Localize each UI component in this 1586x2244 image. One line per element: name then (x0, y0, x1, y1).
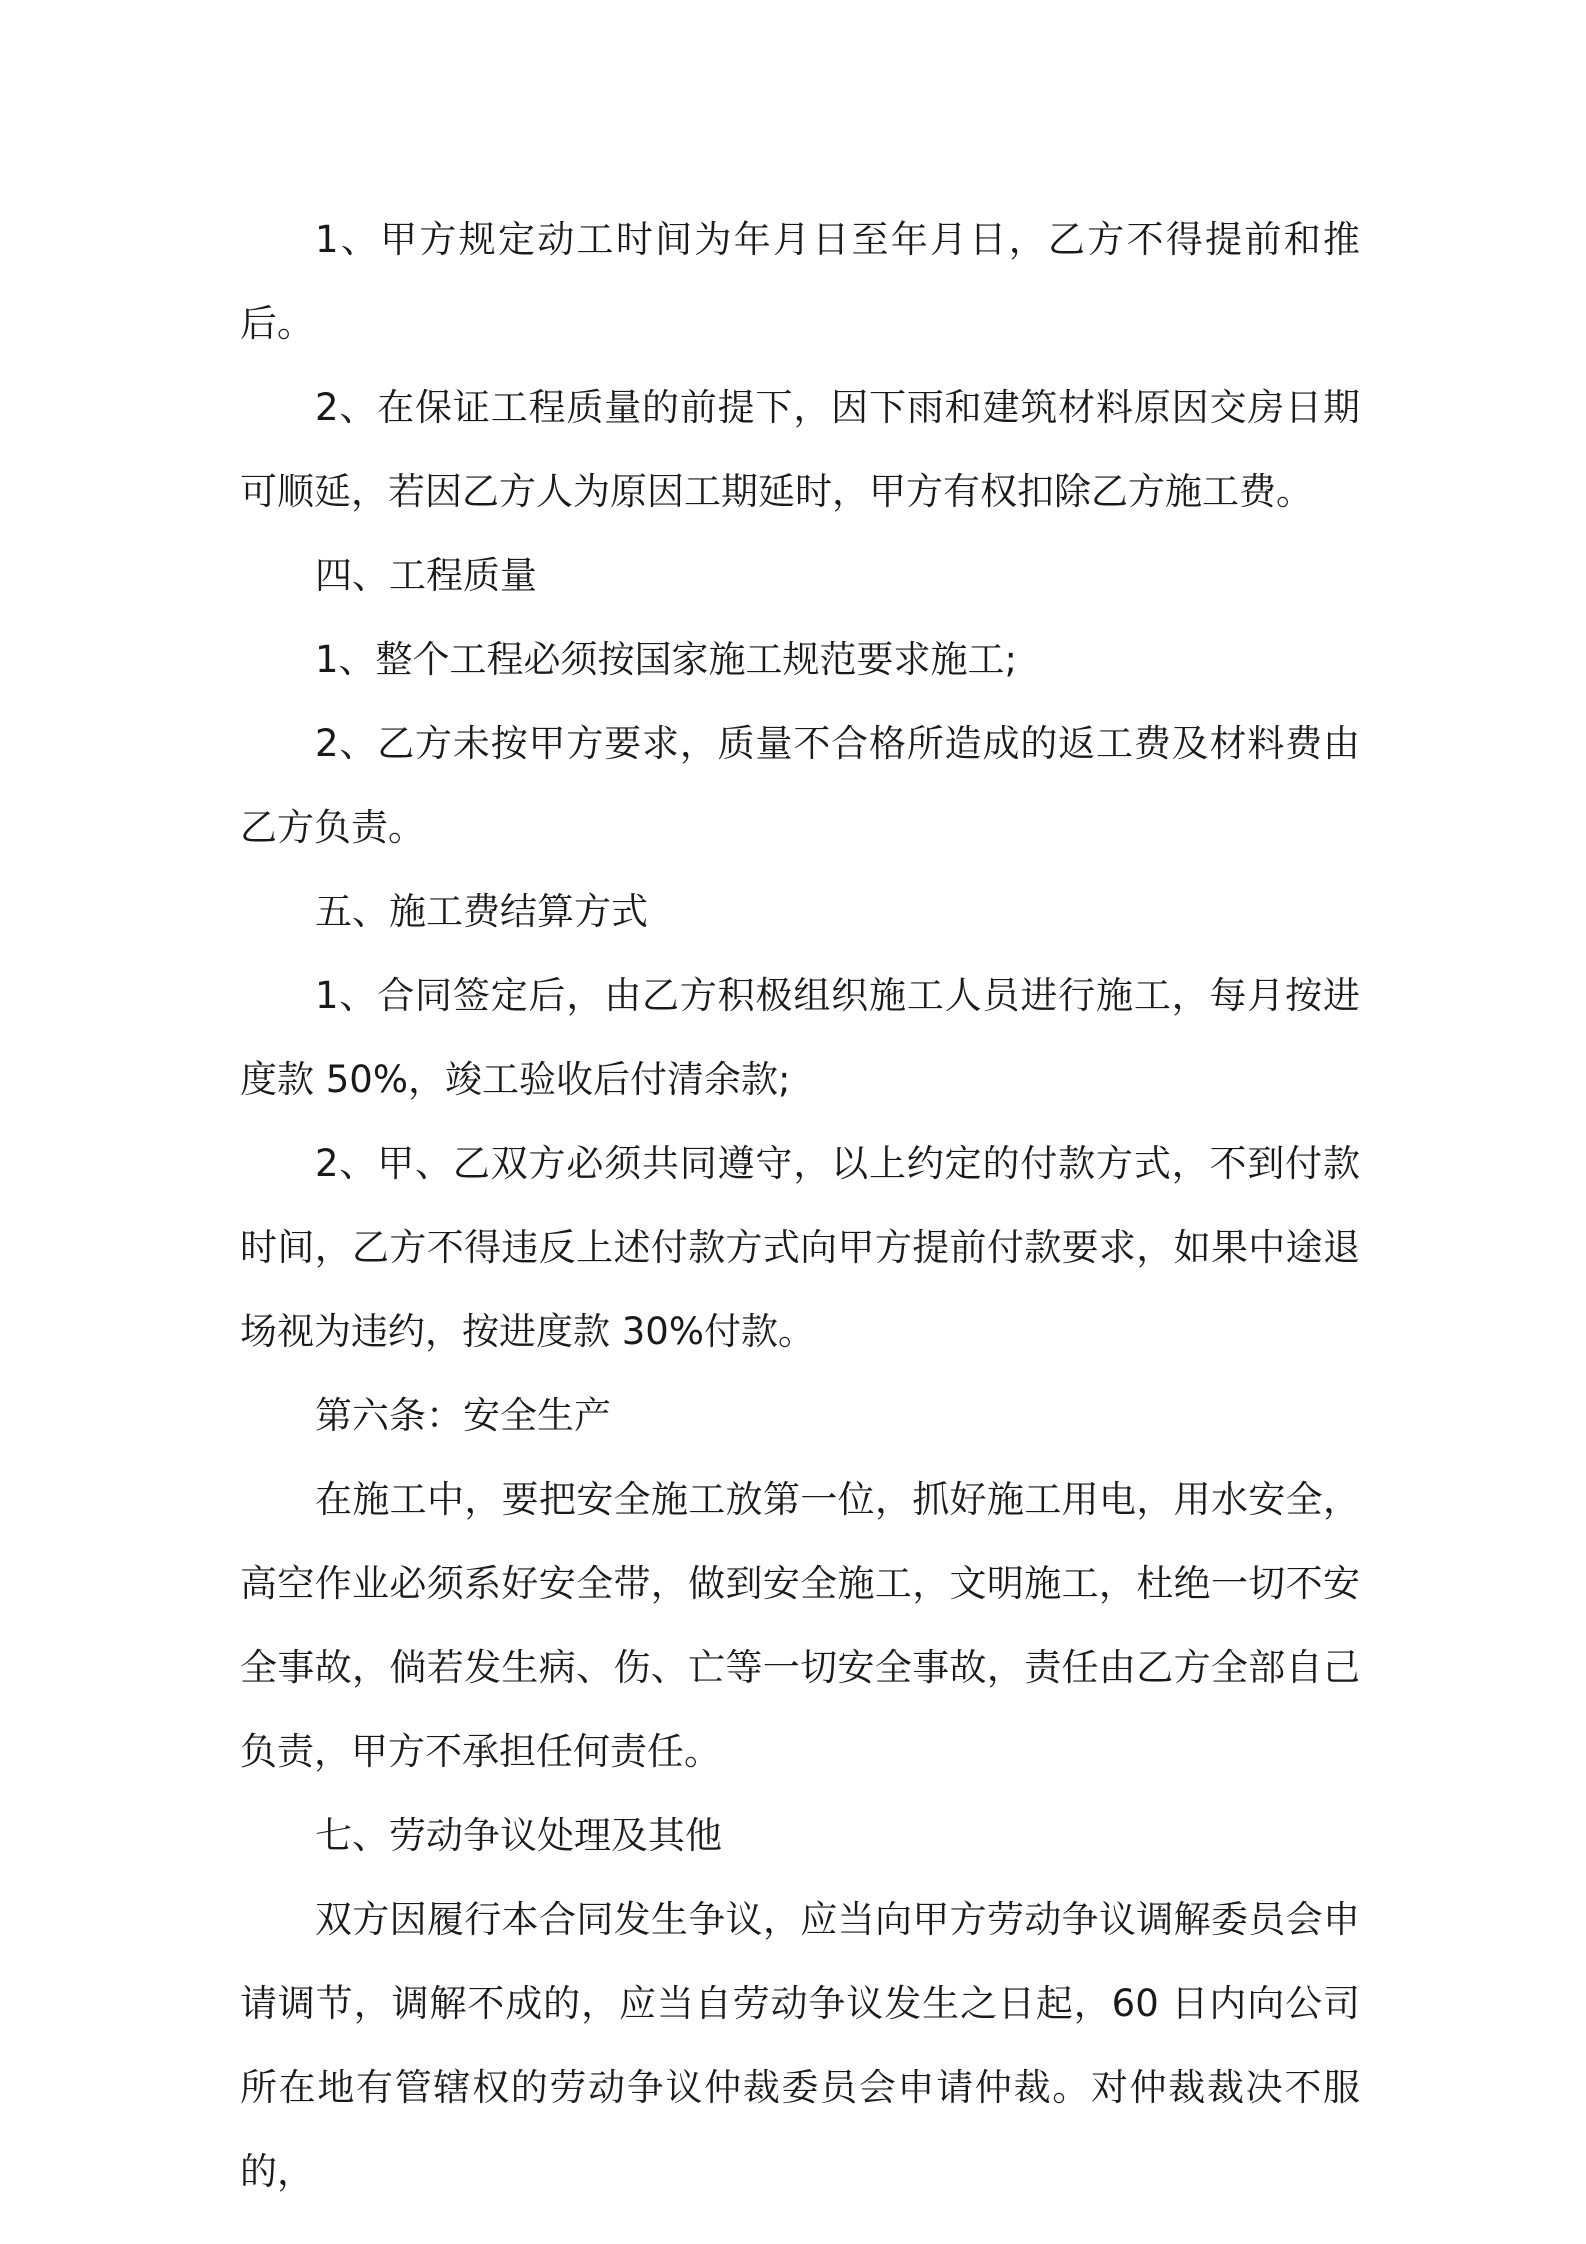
section-heading-settlement: 五、施工费结算方式 (315, 890, 648, 933)
clause-progress-payment: 1、合同签定后，由乙方积极组织施工人员进行施工，每月按进度款 50%，竣工验收后付清余款; (240, 974, 1360, 1101)
clause-rework-cost: 2、乙方未按甲方要求，质量不合格所造成的返工费及材料费由乙方负责。 (240, 722, 1360, 849)
section-heading-quality: 四、工程质量 (315, 554, 537, 597)
clause-construction-standard: 1、整个工程必须按国家施工规范要求施工; (315, 638, 1018, 681)
section-heading-safety: 第六条：安全生产 (315, 1394, 611, 1437)
document-body (240, 198, 1360, 2214)
clause-dispute-resolution: 双方因履行本合同发生争议，应当向甲方劳动争议调解委员会申请调节，调解不成的，应当自劳动争议发生之日起，60 日内向公司所在地有管辖权的劳动争议仲裁委员会申请仲裁。对仲裁裁决不服的， (240, 1898, 1360, 2193)
clause-safety: 在施工中，要把安全施工放第一位，抓好施工用电，用水安全，高空作业必须系好安全带，做到安全施工，文明施工，杜绝一切不安全事故，倘若发生病、伤、亡等一切安全事故，责任由乙方全部自己负责，甲方不承担任何责任。 (240, 1478, 1360, 1773)
clause-delay: 2、在保证工程质量的前提下，因下雨和建筑材料原因交房日期可顺延，若因乙方人为原因工期延时，甲方有权扣除乙方施工费。 (240, 386, 1360, 513)
clause-start-date: 1、甲方规定动工时间为年月日至年月日，乙方不得提前和推后。 (240, 218, 1360, 345)
clause-payment-terms: 2、甲、乙双方必须共同遵守，以上约定的付款方式，不到付款时间，乙方不得违反上述付款方式向甲方提前付款要求，如果中途退场视为违约，按进度款 30%付款。 (240, 1142, 1360, 1353)
section-heading-disputes: 七、劳动争议处理及其他 (315, 1814, 722, 1857)
